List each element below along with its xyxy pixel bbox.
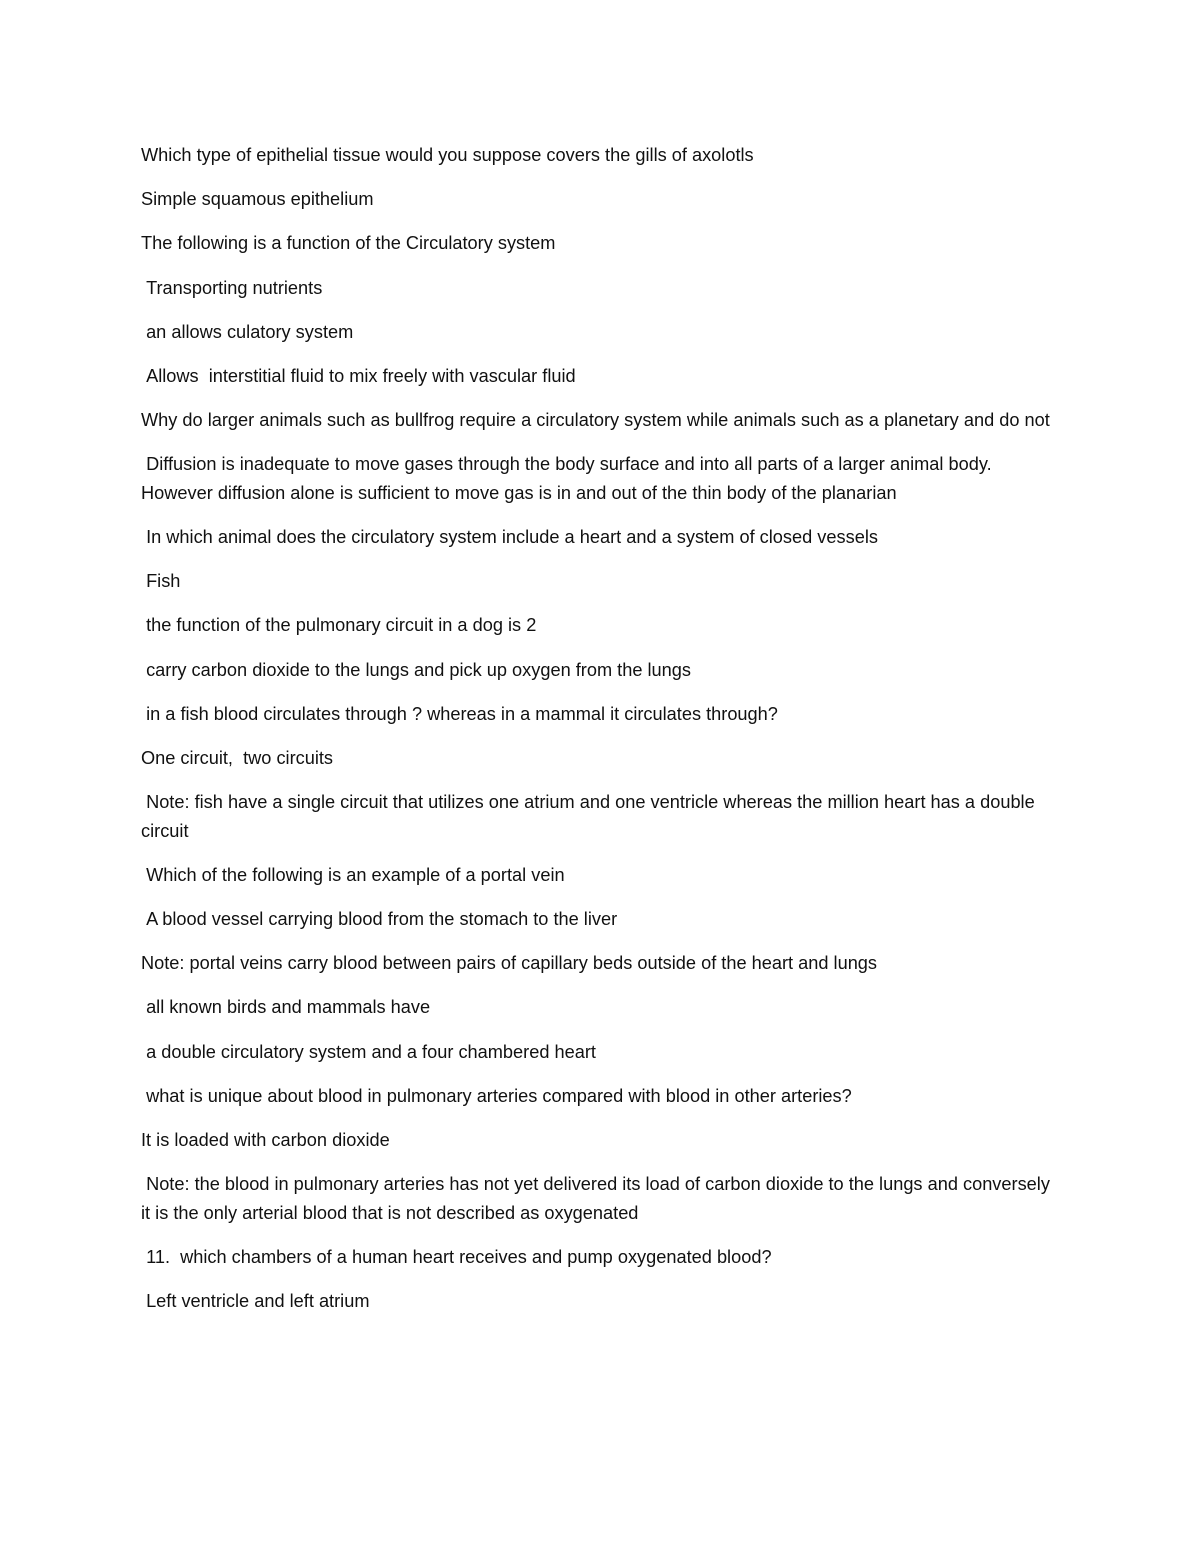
paragraph-answer: Fish bbox=[141, 571, 181, 592]
paragraph-note: Note: the blood in pulmonary arteries has not yet delivered its load of carbon dioxide to the lungs and conversely it is the only arterial blood that is not described as oxygenated bbox=[141, 1174, 1055, 1223]
paragraph-answer: Transporting nutrients bbox=[141, 277, 323, 298]
paragraph-note: Note: fish have a single circuit that utilizes one atrium and one ventricle whereas the million heart has a double circuit bbox=[141, 792, 1040, 841]
paragraph-answer: It is loaded with carbon dioxide bbox=[141, 1129, 390, 1150]
paragraph-question: Which of the following is an example of a portal vein bbox=[141, 864, 565, 885]
paragraph-answer: an allows culatory system bbox=[141, 321, 354, 342]
paragraph-question: the function of the pulmonary circuit in a dog is 2 bbox=[141, 615, 537, 636]
paragraph-question: The following is a function of the Circulatory system bbox=[141, 233, 556, 254]
paragraph-answer: Allows interstitial fluid to mix freely with vascular fluid bbox=[141, 365, 576, 386]
paragraph-answer: carry carbon dioxide to the lungs and pick up oxygen from the lungs bbox=[141, 659, 691, 680]
paragraph-question: 11. which chambers of a human heart receives and pump oxygenated blood? bbox=[141, 1246, 772, 1267]
paragraph-note: Note: portal veins carry blood between pairs of capillary beds outside of the heart and lungs bbox=[141, 953, 878, 974]
paragraph-question: all known birds and mammals have bbox=[141, 997, 431, 1018]
paragraph-answer: Simple squamous epithelium bbox=[141, 189, 374, 210]
paragraph-question: Which type of epithelial tissue would you suppose covers the gills of axolotls bbox=[141, 145, 754, 165]
paragraph-question: in a fish blood circulates through ? whereas in a mammal it circulates through? bbox=[141, 703, 778, 724]
document-body bbox=[141, 141, 1061, 1331]
paragraph-answer: A blood vessel carrying blood from the stomach to the liver bbox=[141, 909, 618, 929]
paragraph-question: what is unique about blood in pulmonary arteries compared with blood in other arteries? bbox=[141, 1085, 852, 1106]
paragraph-answer: One circuit, two circuits bbox=[141, 747, 334, 768]
paragraph-question: Why do larger animals such as bullfrog require a circulatory system while animals such as a planetary and do not bbox=[141, 410, 1050, 431]
paragraph-answer: a double circulatory system and a four chambered heart bbox=[141, 1041, 596, 1062]
paragraph-answer: Diffusion is inadequate to move gases through the body surface and into all parts of a larger animal body. However diffusion alone is sufficient to move gas is in and out of the thin body of the planarian bbox=[141, 454, 997, 503]
paragraph-question: In which animal does the circulatory system include a heart and a system of closed vessels bbox=[141, 527, 878, 547]
paragraph-answer: Left ventricle and left atrium bbox=[141, 1291, 370, 1311]
